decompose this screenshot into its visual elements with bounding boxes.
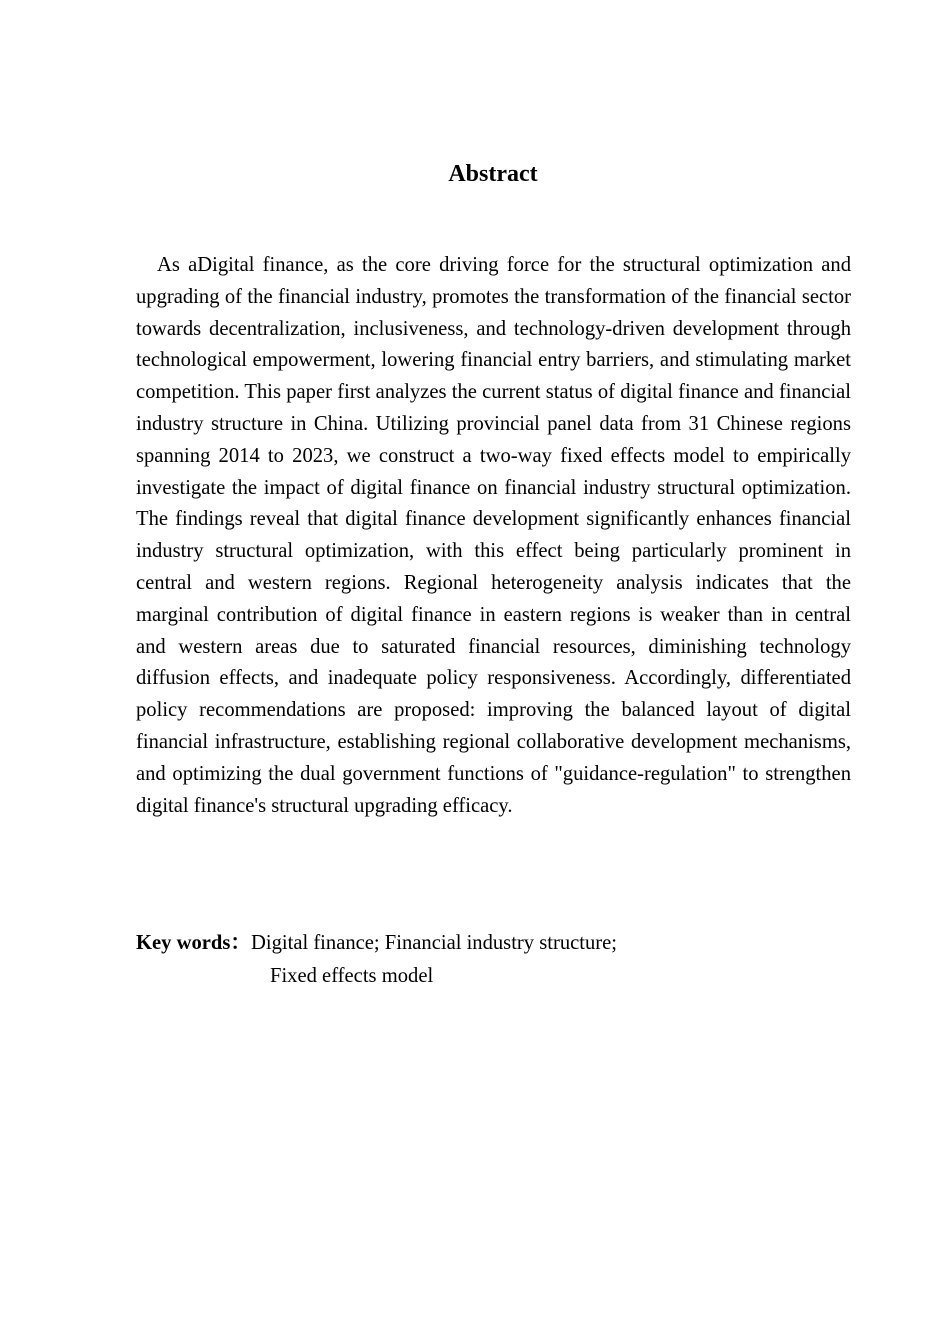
abstract-title: Abstract (448, 161, 538, 187)
keywords-label: Key words： (136, 932, 251, 954)
keywords-line-2: Fixed effects model (270, 965, 434, 987)
keywords-section (136, 927, 851, 993)
keywords-line-1: Digital finance; Financial industry structure; (250, 932, 617, 954)
abstract-body: As aDigital finance, as the core driving force for the structural optimization and upgrading of the financial industry, promotes the transformation of the financial sector towards decentralization, inclusiveness, and technology-driven development through technological empowerment, lowering financial entry barriers, and stimulating market competition. This paper first analyzes the current status of digital finance and financial industry structure in China. Utilizing provincial panel data from 31 Chinese regions spanning 2014 to 2023, we construct a two-way fixed effects model to empirically investigate the impact of digital finance on financial industry structural optimization. The findings reveal that digital finance development significantly enhances financial industry structural optimization, with this effect being particularly prominent in central and western regions. Regional heterogeneity analysis indicates that the marginal contribution of digital finance in eastern regions is weaker than in central and western areas due to saturated financial resources, diminishing technology diffusion effects, and inadequate policy responsiveness. Accordingly, differentiated policy recommendations are proposed: improving the balanced layout of digital financial infrastructure, establishing regional collaborative development mechanisms, and optimizing the dual government functions of "guidance-regulation" to strengthen digital finance's structural upgrading efficacy. (136, 254, 851, 817)
